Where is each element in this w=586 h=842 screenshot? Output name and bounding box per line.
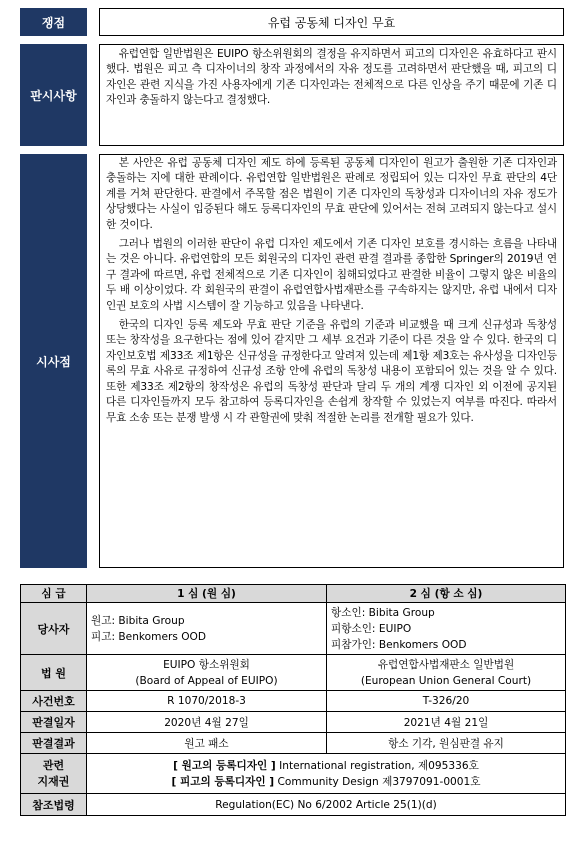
implications-box <box>99 154 564 568</box>
first-court-name: EUIPO 항소위원회 <box>163 658 250 671</box>
table-row <box>21 585 566 603</box>
first-court-name-en: (Board of Appeal of EUIPO) <box>135 674 278 687</box>
second-judgment-result: 항소 기각, 원심판결 유지 <box>327 733 566 754</box>
second-court-name: 유럽연합사법재판소 일반법원 <box>377 658 515 671</box>
judgment-date-label: 판결일자 <box>21 712 87 733</box>
defendant-design-bracket: [ 피고의 등록디자인 ] <box>171 775 275 788</box>
verdict-label: 판시사항 <box>20 44 87 146</box>
defendant-design-text: Community Design 제3797091-0001호 <box>274 775 481 788</box>
related-ip-label <box>21 754 87 794</box>
reference-law-label: 참조법령 <box>21 794 87 816</box>
table-row <box>21 712 566 733</box>
second-court-name-en: (European Union General Court) <box>360 674 532 687</box>
implications-paragraph-3: 한국의 디자인 등록 제도와 무효 판단 기준을 유럽의 기준과 비교했을 때 크게 신규성과 독창성 또는 창작성을 요구한다는 점에 있어 같지만 그 세부 요건과 기준이 다른 것을 알 수 있다. 한국의 디자인보호법 제33조 제1항은 신규성을 규정한다고 알려져 있는데 제1항 제3호는 유사성을 디자인등록의 무효 사유로 규정하여 신규성 조항 안에 유럽의 독창성 내용이 포함되어 있는 것을 알 수 있다. 또한 제33조 제2항의 창작성은 유럽의 독창성 판단과 달리 두 개의 계쟁 디자인 외 이전에 공지된 다른 디자인들까지 모두 참고하여 등록디자인을 손쉽게 창작할 수 있었는지 여부를 따진다. 따라서 무효 소송 또는 분쟁 발생 시 각 관할권에 맞춰 적절한 논리를 전개할 필요가 있다. <box>106 319 557 424</box>
related-ip-label-line1: 관련 <box>42 758 65 772</box>
table-row <box>21 794 566 816</box>
first-instance-header: 1 심 (원 심) <box>87 585 327 603</box>
implications-paragraph-1: 본 사안은 유럽 공동체 디자인 제도 하에 등록된 공동체 디자인이 원고가 출원한 기존 디자인과 충돌하는 지에 대한 판례이다. 유럽연합 일반법원은 판례로 정립되어 있는 디자인 무효 판단의 4단계를 거쳐 판단한다. 판결에서 주목할 점은 법원이 기존 디자인의 독창성과 디자이너의 자유 정도가 상당했다는 사실이 입증된다 해도 등록디자인의 무효 판단에 있어서는 전혀 고려되지 않는다고 설시한 것이다. <box>106 157 557 231</box>
plaintiff-design-line <box>91 758 561 774</box>
first-judgment-result: 원고 패소 <box>87 733 327 754</box>
first-case-number: R 1070/2018-3 <box>87 691 327 712</box>
table-row <box>21 655 566 691</box>
second-intervener: 피참가인: Benkomers OOD <box>331 638 467 651</box>
parties-label: 당사자 <box>21 603 87 655</box>
issue-box <box>99 8 564 36</box>
first-plaintiff: 원고: Bibita Group <box>91 614 185 627</box>
table-row <box>21 733 566 754</box>
plaintiff-design-bracket: [ 원고의 등록디자인 ] <box>173 759 276 772</box>
first-defendant: 피고: Benkomers OOD <box>91 630 207 643</box>
implications-paragraph-2: 그러나 법원의 이러한 판단이 유럽 디자인 제도에서 기존 디자인 보호를 경시하는 흐름을 나타내는 것은 아니다. 유럽연합의 모든 회원국의 디자인 관련 판결 결과를 종합한 Springer의 2019년 연구 결과에 따르면, 유럽 전체적으로 기존 디자인이 침해되었다고 판결한 비율이 그렇지 않은 비율의 두 배 이상이었다. 각 회원국의 판결이 유럽연합사법재판소를 구속하지는 않지만, 유럽 내에서 디자인권 보호의 사법 시스템이 잘 기능하고 있음을 나타낸다. <box>106 238 557 312</box>
first-parties-cell <box>87 603 327 655</box>
table-row <box>21 603 566 655</box>
implications-label: 시사점 <box>20 154 87 568</box>
defendant-design-line <box>91 774 561 790</box>
related-ip-label-line2: 지재권 <box>37 774 70 788</box>
first-court-cell <box>87 655 327 691</box>
second-court-cell <box>327 655 566 691</box>
verdict-text: 유럽연합 일반법원은 EUIPO 항소위원회의 결정을 유지하면서 피고의 디자인은 유효하다고 판시했다. 법원은 피고 측 디자이너의 창작 과정에서의 자유 정도를 고려하면서 판단했을 때, 피고의 디자인은 관련 지식을 가진 사용자에게 기존 디자인과는 전체적으로 다른 인상을 주기 때문에 기존 디자인과 충돌하지 않는다고 결정했다. <box>106 48 557 107</box>
plaintiff-design-text: International registration, 제095336호 <box>275 759 479 772</box>
instance-header-label: 심 급 <box>21 585 87 603</box>
judgment-result-label: 판결결과 <box>21 733 87 754</box>
issue-label: 쟁점 <box>20 8 87 36</box>
reference-law-text: Regulation(EC) No 6/2002 Article 25(1)(d) <box>87 794 566 816</box>
second-appellant: 항소인: Bibita Group <box>331 606 435 619</box>
verdict-box <box>99 44 564 146</box>
second-appellee: 피항소인: EUIPO <box>331 622 412 635</box>
second-judgment-date: 2021년 4월 21일 <box>327 712 566 733</box>
issue-title: 유럽 공동체 디자인 무효 <box>267 15 396 30</box>
case-info-table <box>20 584 566 816</box>
second-parties-cell <box>327 603 566 655</box>
table-row <box>21 754 566 794</box>
first-judgment-date: 2020년 4월 27일 <box>87 712 327 733</box>
second-case-number: T-326/20 <box>327 691 566 712</box>
case-number-label: 사건번호 <box>21 691 87 712</box>
table-row <box>21 691 566 712</box>
second-instance-header: 2 심 (항 소 심) <box>327 585 566 603</box>
court-label: 법 원 <box>21 655 87 691</box>
related-ip-cell <box>87 754 566 794</box>
